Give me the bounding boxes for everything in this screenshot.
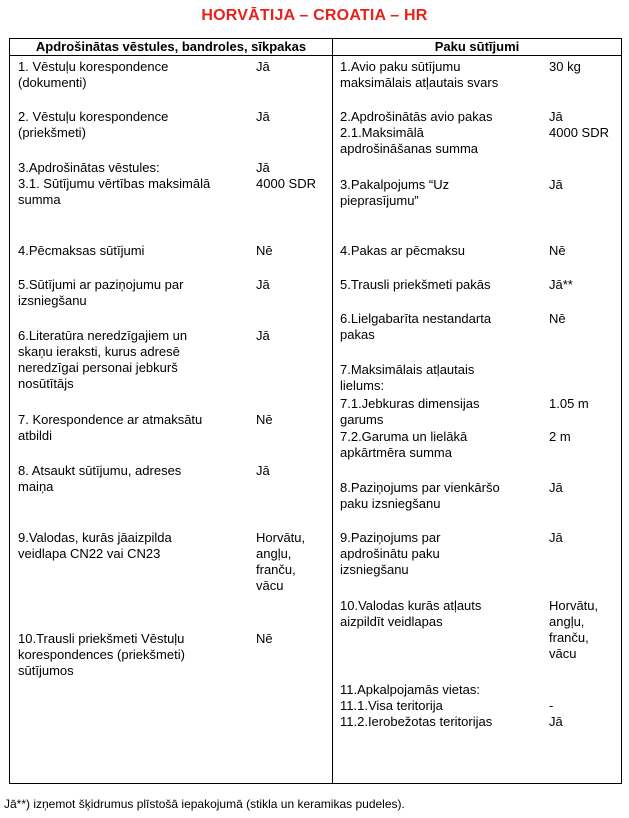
right-row-label: 6.Lielgabarīta nestandarta pakas xyxy=(340,311,492,342)
footnote: Jā**) izņemot šķidrumus plīstošā iepakojumā (stikla un keramikas pudeles). xyxy=(4,797,405,811)
header-divider xyxy=(9,55,622,56)
right-column-header: Paku sūtījumi xyxy=(434,39,520,54)
right-row-value: 2 m xyxy=(549,429,571,444)
left-row-value: Jā xyxy=(256,277,270,292)
right-row-label: 9.Paziņojums par apdrošinātu paku izsniegšanu xyxy=(340,530,441,577)
left-row-label: 6.Literatūra neredzīgajiem un skaņu ieraksti, kurus adresē neredzīgai personai jebkurš nosūtītājs xyxy=(18,328,188,391)
right-row-label: 3.Pakalpojums “Uz pieprasījumu” xyxy=(340,177,450,208)
right-row-label: 11.Apkalpojamās vietas: 11.1.Visa teritorija 11.2.Ierobežotas teritorijas xyxy=(340,682,493,729)
right-row-value: 30 kg xyxy=(549,59,581,74)
right-row-value: - Jā xyxy=(549,698,563,729)
right-row-label: 7.1.Jebkuras dimensijas garums xyxy=(340,396,480,427)
left-row-value: Horvātu, angļu, franču, vācu xyxy=(256,530,306,593)
right-row-label: 5.Trausli priekšmeti pakās xyxy=(340,277,491,292)
left-row-value: Jā xyxy=(256,109,270,124)
right-row-value: Nē xyxy=(549,243,566,258)
right-row-label: 8.Paziņojums par vienkāršo paku izsniegšanu xyxy=(340,480,500,511)
left-row-value: Jā 4000 SDR xyxy=(256,160,316,191)
right-row-value: 1.05 m xyxy=(549,396,589,411)
left-row-value: Jā xyxy=(256,328,270,343)
left-row-label: 9.Valodas, kurās jāaizpilda veidlapa CN22 vai CN23 xyxy=(18,530,172,561)
right-row-value: Jā xyxy=(549,480,563,495)
left-row-label: 2. Vēstuļu korespondence (priekšmeti) xyxy=(18,109,169,140)
left-row-label: 5.Sūtījumi ar paziņojumu par izsniegšanu xyxy=(18,277,184,308)
left-row-value: Jā xyxy=(256,463,270,478)
right-row-value: Jā xyxy=(549,177,563,192)
right-row-label: 2.Apdrošinātās avio pakas 2.1.Maksimālā apdrošināšanas summa xyxy=(340,109,493,156)
left-row-label: 4.Pēcmaksas sūtījumi xyxy=(18,243,145,258)
left-row-label: 7. Korespondence ar atmaksātu atbildi xyxy=(18,412,203,443)
right-row-label: 7.Maksimālais atļautais lielums: xyxy=(340,362,475,393)
left-row-value: Nē xyxy=(256,412,273,427)
page-title: HORVĀTIJA – CROATIA – HR xyxy=(201,7,428,24)
left-row-value: Jā xyxy=(256,59,270,74)
column-divider xyxy=(332,38,333,784)
right-row-value: Nē xyxy=(549,311,566,326)
right-row-label: 10.Valodas kurās atļauts aizpildīt veidlapas xyxy=(340,598,482,629)
left-row-value: Nē xyxy=(256,631,273,646)
right-row-value: Jā xyxy=(549,530,563,545)
left-row-value: Nē xyxy=(256,243,273,258)
left-row-label: 3.Apdrošinātas vēstules: 3.1. Sūtījumu vērtības maksimālā summa xyxy=(18,160,211,207)
left-row-label: 10.Trausli priekšmeti Vēstuļu korespondences (priekšmeti) sūtījumos xyxy=(18,631,185,678)
right-row-value: Jā 4000 SDR xyxy=(549,109,609,140)
left-row-label: 1. Vēstuļu korespondence (dokumenti) xyxy=(18,59,169,90)
right-row-label: 4.Pakas ar pēcmaksu xyxy=(340,243,466,258)
right-row-label: 7.2.Garuma un lielākā apkārtmēra summa xyxy=(340,429,468,460)
left-column-header: Apdrošinātas vēstules, bandroles, sīkpakas xyxy=(35,39,307,54)
right-row-value: Jā** xyxy=(549,277,573,292)
right-row-value: Horvātu, angļu, franču, vācu xyxy=(549,598,599,661)
right-row-label: 1.Avio paku sūtījumu maksimālais atļautais svars xyxy=(340,59,499,90)
left-row-label: 8. Atsaukt sūtījumu, adreses maiņa xyxy=(18,463,182,494)
